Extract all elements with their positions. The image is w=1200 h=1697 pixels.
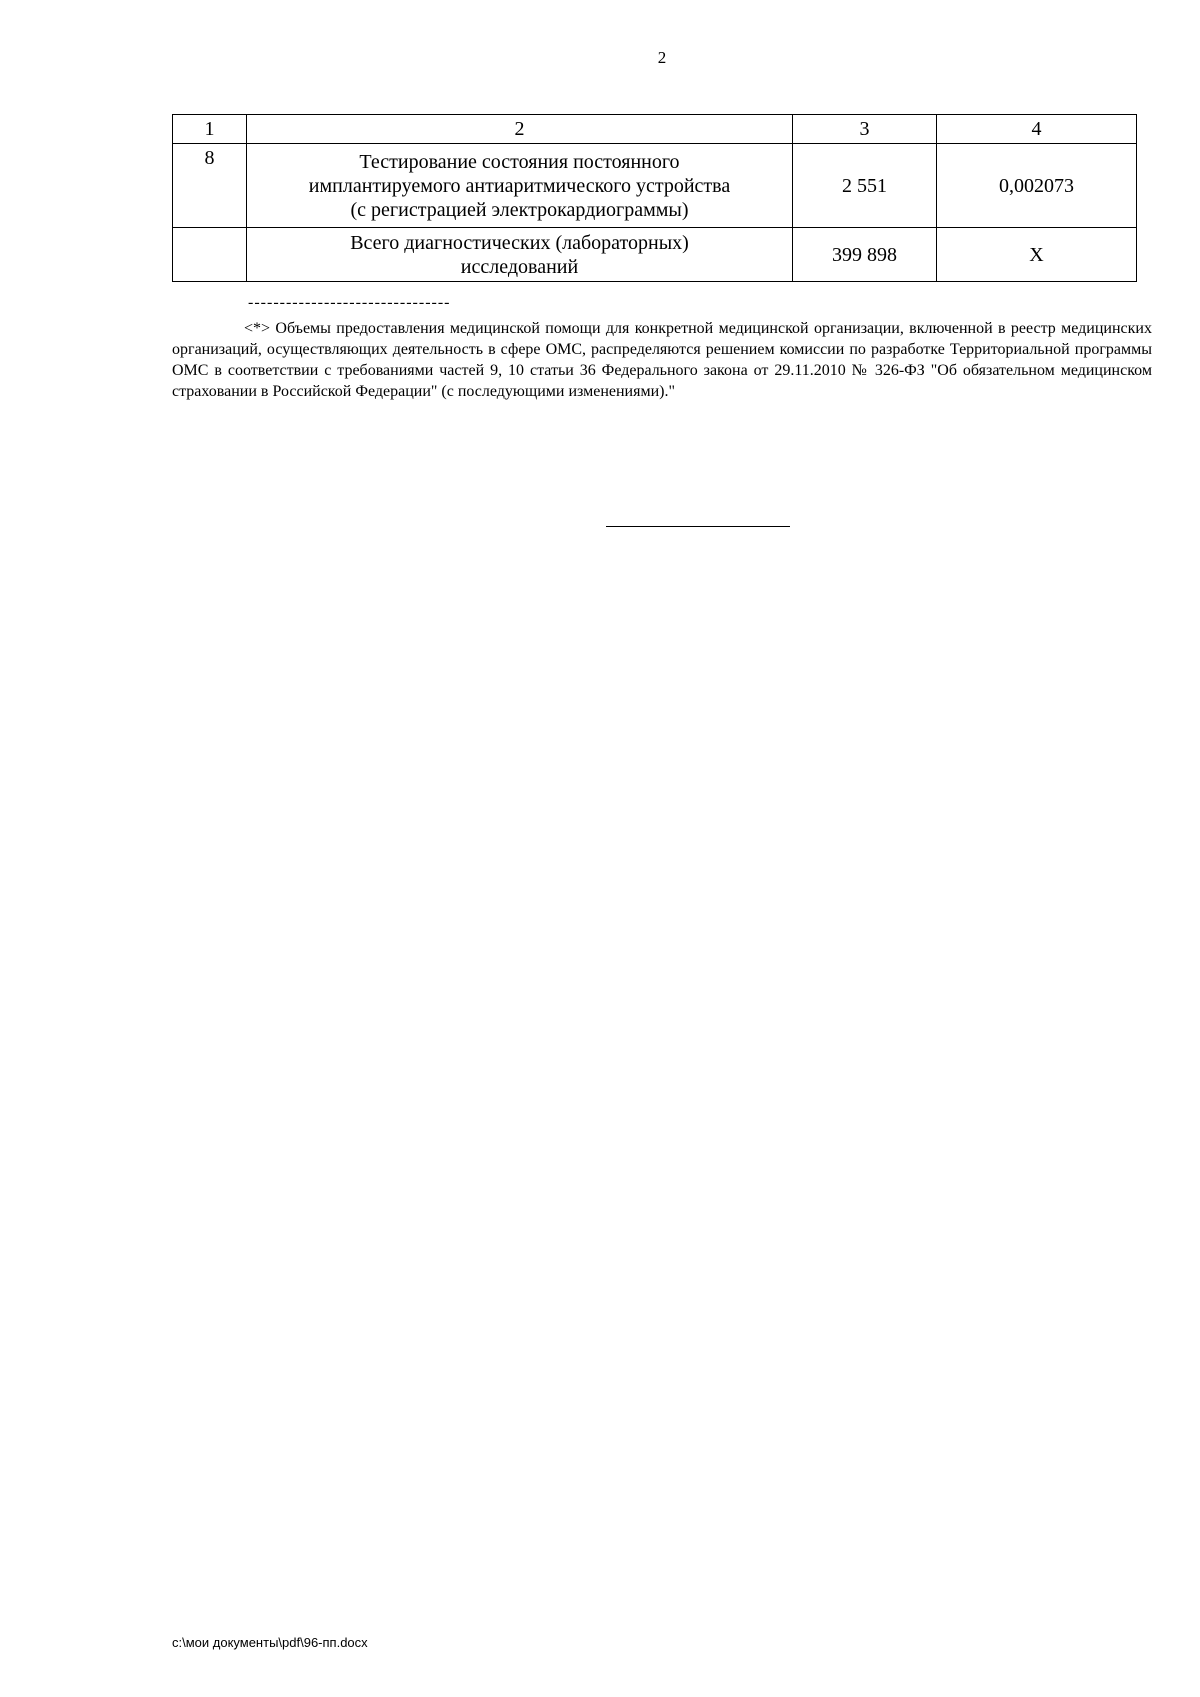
footnote-separator: -------------------------------- — [248, 294, 451, 311]
service-name-cell — [247, 144, 793, 228]
table-header-row — [173, 115, 1137, 144]
row-number-cell: 8 — [173, 144, 247, 228]
header-cell-1: 1 — [173, 115, 247, 144]
service-name-line: исследований — [460, 255, 579, 278]
service-name-line: Всего диагностических (лабораторных) — [350, 231, 689, 254]
rate-cell: 0,002073 — [937, 144, 1137, 228]
page-number: 2 — [657, 48, 667, 67]
volumes-table — [172, 114, 1137, 282]
volume-cell: 399 898 — [793, 228, 937, 282]
end-of-document-rule — [606, 526, 790, 527]
footnote-text: <*> Объемы предоставления медицинской помощи для конкретной медицинской организации, включенной в реестр медицинских организаций, осуществляющих деятельность в сфере ОМС, распределяются решением комиссии по разработке Территориальной программы ОМС в соответствии с требованиями частей 9, 10 статьи 36 Федерального закона от 29.11.2010 № 326-ФЗ "Об обязательном медицинском страховании в Российской Федерации" (с последующими изменениями)." — [172, 320, 1152, 400]
service-name-line: имплантируемого антиаритмического устройства — [308, 174, 731, 197]
header-cell-2: 2 — [247, 115, 793, 144]
header-cell-4: 4 — [937, 115, 1137, 144]
table-row — [173, 144, 1137, 228]
row-number-cell — [173, 228, 247, 282]
footer-file-path: c:\мои документы\pdf\96-пп.docx — [172, 1635, 368, 1650]
header-cell-3: 3 — [793, 115, 937, 144]
service-name-line: (с регистрацией электрокардиограммы) — [350, 198, 689, 221]
table-total-row — [173, 228, 1137, 282]
service-name-line: Тестирование состояния постоянного — [359, 150, 680, 173]
footnote-paragraph — [172, 318, 1152, 402]
service-name-cell — [247, 228, 793, 282]
rate-cell: X — [937, 228, 1137, 282]
volume-cell: 2 551 — [793, 144, 937, 228]
